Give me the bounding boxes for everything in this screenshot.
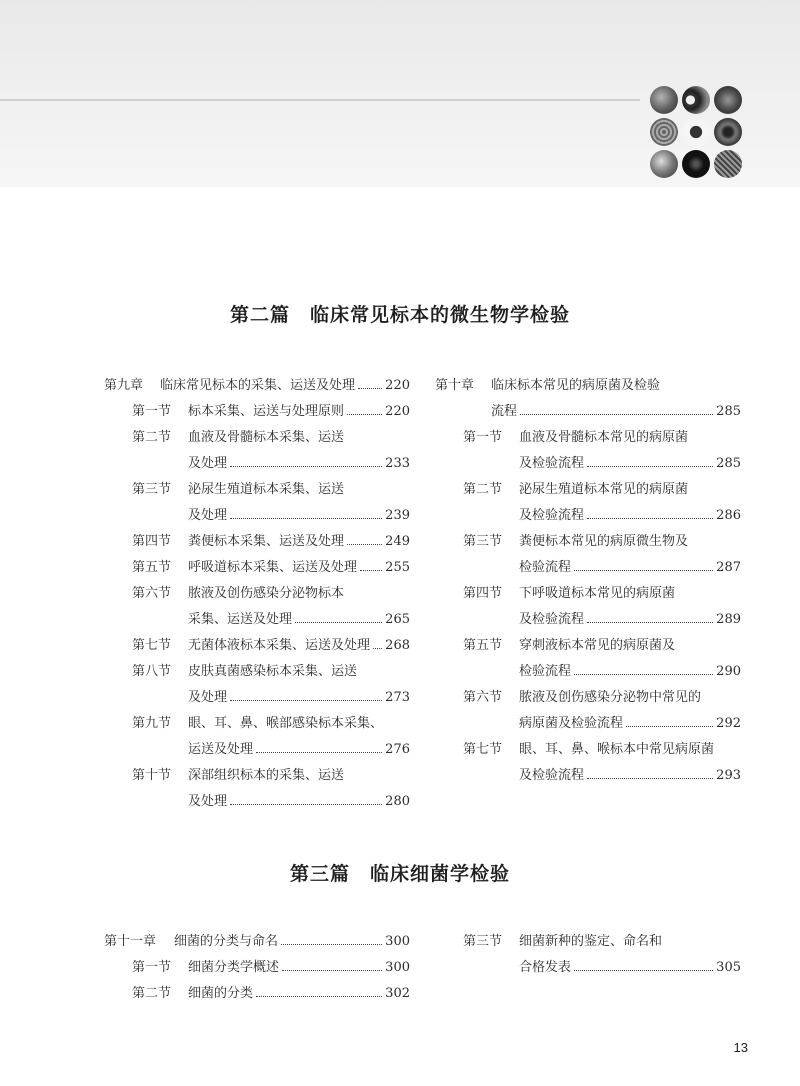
toc-entry-ch10-s2[interactable]: 第二节 泌尿生殖道标本常见的病原菌 — [463, 482, 689, 497]
toc-entry-ch11-s2[interactable]: 第二节 细菌的分类 302 — [132, 986, 410, 1001]
toc-entry-ch9-s5[interactable]: 第五节 呼吸道标本采集、运送及处理 255 — [132, 560, 410, 575]
dot-leader — [295, 622, 382, 623]
dot-leader — [520, 414, 713, 415]
toc-entry-ch10-s5[interactable]: 第五节 穿刺液标本常见的病原菌及 — [463, 638, 676, 653]
part3-left-column — [104, 929, 410, 1007]
dot-leader — [587, 466, 713, 467]
toc-entry-ch9-s10[interactable]: 第十节 深部组织标本的采集、运送 — [132, 768, 345, 783]
toc-entry-chapter-10-cont[interactable]: 流程 285 — [491, 404, 741, 419]
toc-entry-ch9-s8[interactable]: 第八节 皮肤真菌感染标本采集、运送 — [132, 664, 358, 679]
dot-leader — [358, 388, 382, 389]
toc-entry-ch10-s4-cont[interactable]: 及检验流程 289 — [519, 612, 741, 627]
toc-entry-ch10-s7[interactable]: 第七节 眼、耳、鼻、喉标本中常见病原菌 — [463, 742, 715, 757]
toc-entry-ch10-s1[interactable]: 第一节 血液及骨髓标本常见的病原菌 — [463, 430, 689, 445]
toc-entry-ch10-s6-cont[interactable]: 病原菌及检验流程 292 — [519, 716, 741, 731]
dot-leader — [373, 648, 382, 649]
dot-leader — [347, 544, 382, 545]
toc-entry-ch9-s9-cont[interactable]: 运送及处理 276 — [188, 742, 410, 757]
toc-entry-ch9-s3-cont[interactable]: 及处理 239 — [188, 508, 410, 523]
microscopy-thumbnail — [714, 118, 742, 146]
part2-right-column — [435, 373, 741, 789]
toc-entry-ch9-s6[interactable]: 第六节 脓液及创伤感染分泌物标本 — [132, 586, 345, 601]
toc-entry-ch10-s5-cont[interactable]: 检验流程 290 — [519, 664, 741, 679]
microscopy-thumbnail — [650, 118, 678, 146]
toc-entry-ch9-s2[interactable]: 第二节 血液及骨髓标本采集、运送 — [132, 430, 345, 445]
dot-leader — [230, 518, 382, 519]
toc-entry-ch9-s7[interactable]: 第七节 无菌体液标本采集、运送及处理 268 — [132, 638, 410, 653]
toc-entry-ch9-s4[interactable]: 第四节 粪便标本采集、运送及处理 249 — [132, 534, 410, 549]
toc-entry-ch9-s6-cont[interactable]: 采集、运送及处理 265 — [188, 612, 410, 627]
toc-entry-ch11-s3-cont[interactable]: 合格发表 305 — [519, 960, 741, 975]
dot-leader — [256, 996, 382, 997]
toc-entry-ch10-s7-cont[interactable]: 及检验流程 293 — [519, 768, 741, 783]
toc-entry-ch9-s8-cont[interactable]: 及处理 273 — [188, 690, 410, 705]
microscopy-thumbnail-grid — [650, 86, 742, 178]
dot-leader — [587, 622, 713, 623]
toc-entry-ch10-s2-cont[interactable]: 及检验流程 286 — [519, 508, 741, 523]
toc-entry-ch10-s3-cont[interactable]: 检验流程 287 — [519, 560, 741, 575]
toc-entry-ch10-s3[interactable]: 第三节 粪便标本常见的病原微生物及 — [463, 534, 689, 549]
microscopy-thumbnail — [682, 150, 710, 178]
dot-leader — [574, 970, 713, 971]
dot-leader — [587, 778, 713, 779]
part2-title: 第二篇 临床常见标本的微生物学检验 — [229, 304, 570, 326]
toc-entry-ch9-s3[interactable]: 第三节 泌尿生殖道标本采集、运送 — [132, 482, 345, 497]
dot-leader — [587, 518, 713, 519]
toc-entry-ch10-s6[interactable]: 第六节 脓液及创伤感染分泌物中常见的 — [463, 690, 702, 705]
microscopy-thumbnail — [714, 86, 742, 114]
toc-entry-chapter-11[interactable]: 第十一章 细菌的分类与命名 300 — [104, 934, 410, 949]
dot-leader — [256, 752, 382, 753]
microscopy-thumbnail — [650, 86, 678, 114]
part3-title: 第三篇 临床细菌学检验 — [289, 863, 510, 885]
toc-entry-ch9-s9[interactable]: 第九节 眼、耳、鼻、喉部感染标本采集、 — [132, 716, 384, 731]
microscopy-thumbnail — [650, 150, 678, 178]
toc-entry-ch11-s1[interactable]: 第一节 细菌分类学概述 300 — [132, 960, 410, 975]
dot-leader — [230, 466, 382, 467]
dot-leader — [347, 414, 382, 415]
part3-right-column — [435, 929, 741, 981]
dot-leader — [230, 700, 382, 701]
dot-leader — [360, 570, 382, 571]
toc-entry-ch10-s1-cont[interactable]: 及检验流程 285 — [519, 456, 741, 471]
dot-leader — [281, 944, 382, 945]
dot-leader — [574, 570, 713, 571]
toc-entry-ch9-s1[interactable]: 第一节 标本采集、运送与处理原则 220 — [132, 404, 410, 419]
microscopy-thumbnail — [682, 118, 710, 146]
part2-left-column — [104, 373, 410, 815]
dot-leader — [574, 674, 713, 675]
toc-entry-chapter-10[interactable]: 第十章 临床标本常见的病原菌及检验 — [435, 378, 661, 393]
page-number: 13 — [733, 1040, 748, 1055]
toc-entry-ch9-s10-cont[interactable]: 及处理 280 — [188, 794, 410, 809]
toc-entry-ch11-s3[interactable]: 第三节 细菌新种的鉴定、命名和 — [463, 934, 663, 949]
toc-entry-chapter-9[interactable]: 第九章 临床常见标本的采集、运送及处理 220 — [104, 378, 410, 393]
header-rule — [0, 99, 640, 101]
dot-leader — [282, 970, 382, 971]
microscopy-thumbnail — [682, 86, 710, 114]
dot-leader — [626, 726, 713, 727]
dot-leader — [230, 804, 382, 805]
toc-entry-ch9-s2-cont[interactable]: 及处理 233 — [188, 456, 410, 471]
microscopy-thumbnail — [714, 150, 742, 178]
toc-entry-ch10-s4[interactable]: 第四节 下呼吸道标本常见的病原菌 — [463, 586, 676, 601]
